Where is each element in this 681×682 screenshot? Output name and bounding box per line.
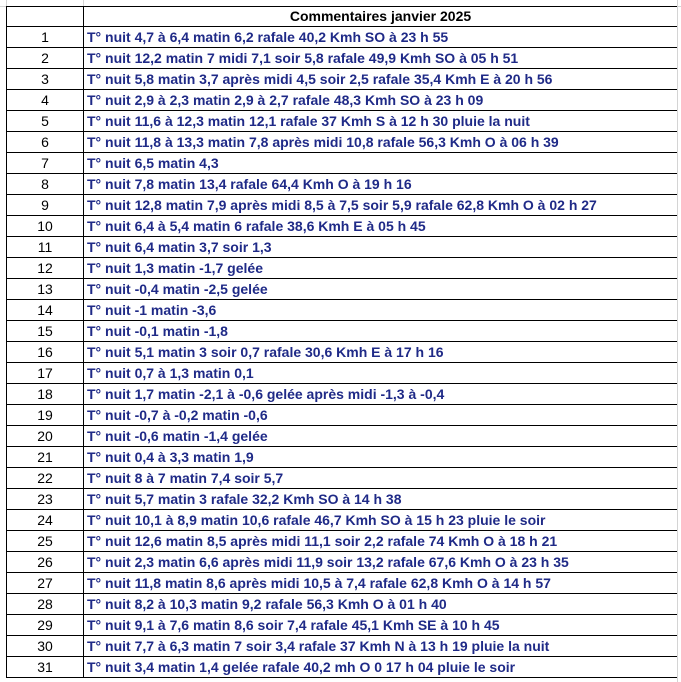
table-row (7, 279, 678, 300)
table-row (7, 321, 678, 342)
table-row (7, 615, 678, 636)
day-number-cell[interactable]: 18 (7, 384, 84, 405)
comment-cell[interactable]: T° nuit 2,9 à 2,3 matin 2,9 à 2,7 rafale 48,3 Kmh SO à 23 h 09 (84, 90, 678, 111)
table-row (7, 531, 678, 552)
table-row (7, 594, 678, 615)
table-row (7, 195, 678, 216)
table-row (7, 468, 678, 489)
table-row (7, 363, 678, 384)
table-row (7, 447, 678, 468)
day-number-cell[interactable]: 16 (7, 342, 84, 363)
table-row (7, 510, 678, 531)
day-number-cell[interactable]: 12 (7, 258, 84, 279)
table-row (7, 405, 678, 426)
day-number-cell[interactable]: 29 (7, 615, 84, 636)
day-number-cell[interactable]: 15 (7, 321, 84, 342)
table-row (7, 342, 678, 363)
table-row (7, 573, 678, 594)
comment-cell[interactable]: T° nuit 1,7 matin -2,1 à -0,6 gelée après midi -1,3 à -0,4 (84, 384, 678, 405)
comment-cell[interactable]: T° nuit 7,7 à 6,3 matin 7 soir 3,4 rafale 37 Kmh N à 13 h 19 pluie la nuit (84, 636, 678, 657)
comment-cell[interactable]: T° nuit 5,7 matin 3 rafale 32,2 Kmh SO à 14 h 38 (84, 489, 678, 510)
comment-cell[interactable]: T° nuit 7,8 matin 13,4 rafale 64,4 Kmh O à 19 h 16 (84, 174, 678, 195)
day-number-cell[interactable]: 17 (7, 363, 84, 384)
table-row (7, 300, 678, 321)
header-row (7, 7, 678, 27)
table-row (7, 90, 678, 111)
header-blank-cell[interactable] (7, 7, 84, 27)
day-number-cell[interactable]: 9 (7, 195, 84, 216)
day-number-cell[interactable]: 27 (7, 573, 84, 594)
day-number-cell[interactable]: 26 (7, 552, 84, 573)
comment-cell[interactable]: T° nuit -0,4 matin -2,5 gelée (84, 279, 678, 300)
day-number-cell[interactable]: 6 (7, 132, 84, 153)
comment-cell[interactable]: T° nuit 12,2 matin 7 midi 7,1 soir 5,8 rafale 49,9 Kmh SO à 05 h 51 (84, 48, 678, 69)
table-row (7, 552, 678, 573)
table-row (7, 636, 678, 657)
table-row (7, 132, 678, 153)
day-number-cell[interactable]: 7 (7, 153, 84, 174)
day-number-cell[interactable]: 24 (7, 510, 84, 531)
table-row (7, 657, 678, 678)
comment-cell[interactable]: T° nuit 12,6 matin 8,5 après midi 11,1 soir 2,2 rafale 74 Kmh O à 18 h 21 (84, 531, 678, 552)
comment-cell[interactable]: T° nuit 11,8 matin 8,6 après midi 10,5 à 7,4 rafale 62,8 Kmh O à 14 h 57 (84, 573, 678, 594)
day-number-cell[interactable]: 19 (7, 405, 84, 426)
table-row (7, 111, 678, 132)
day-number-cell[interactable]: 21 (7, 447, 84, 468)
table-row (7, 489, 678, 510)
day-number-cell[interactable]: 20 (7, 426, 84, 447)
day-number-cell[interactable]: 22 (7, 468, 84, 489)
day-number-cell[interactable]: 14 (7, 300, 84, 321)
day-number-cell[interactable]: 10 (7, 216, 84, 237)
table-row (7, 237, 678, 258)
table-row (7, 258, 678, 279)
comment-cell[interactable]: T° nuit 4,7 à 6,4 matin 6,2 rafale 40,2 Kmh SO à 23 h 55 (84, 27, 678, 48)
day-number-cell[interactable]: 23 (7, 489, 84, 510)
table-row (7, 216, 678, 237)
day-number-cell[interactable]: 28 (7, 594, 84, 615)
comment-cell[interactable]: T° nuit 11,8 à 13,3 matin 7,8 après midi 10,8 rafale 56,3 Kmh O à 06 h 39 (84, 132, 678, 153)
comments-table-body (7, 7, 678, 678)
day-number-cell[interactable]: 8 (7, 174, 84, 195)
table-row (7, 69, 678, 90)
comment-cell[interactable]: T° nuit 1,3 matin -1,7 gelée (84, 258, 678, 279)
comment-cell[interactable]: T° nuit 6,5 matin 4,3 (84, 153, 678, 174)
comment-cell[interactable]: T° nuit 0,7 à 1,3 matin 0,1 (84, 363, 678, 384)
comment-cell[interactable]: T° nuit 5,8 matin 3,7 après midi 4,5 soir 2,5 rafale 35,4 Kmh E à 20 h 56 (84, 69, 678, 90)
comment-cell[interactable]: T° nuit 2,3 matin 6,6 après midi 11,9 soir 13,2 rafale 67,6 Kmh O à 23 h 35 (84, 552, 678, 573)
comment-cell[interactable]: T° nuit 8,2 à 10,3 matin 9,2 rafale 56,3 Kmh O à 01 h 40 (84, 594, 678, 615)
day-number-cell[interactable]: 11 (7, 237, 84, 258)
comment-cell[interactable]: T° nuit -0,7 à -0,2 matin -0,6 (84, 405, 678, 426)
table-row (7, 27, 678, 48)
right-gutter-column (677, 0, 681, 682)
comment-cell[interactable]: T° nuit 11,6 à 12,3 matin 12,1 rafale 37 Kmh S à 12 h 30 pluie la nuit (84, 111, 678, 132)
day-number-cell[interactable]: 31 (7, 657, 84, 678)
comment-cell[interactable]: T° nuit 3,4 matin 1,4 gelée rafale 40,2 mh O 0 17 h 04 pluie le soir (84, 657, 678, 678)
day-number-cell[interactable]: 25 (7, 531, 84, 552)
day-number-cell[interactable]: 5 (7, 111, 84, 132)
table-row (7, 153, 678, 174)
comment-cell[interactable]: T° nuit 12,8 matin 7,9 après midi 8,5 à 7,5 soir 5,9 rafale 62,8 Kmh O à 02 h 27 (84, 195, 678, 216)
day-number-cell[interactable]: 3 (7, 69, 84, 90)
day-number-cell[interactable]: 30 (7, 636, 84, 657)
comment-cell[interactable]: T° nuit 0,4 à 3,3 matin 1,9 (84, 447, 678, 468)
day-number-cell[interactable]: 1 (7, 27, 84, 48)
comment-cell[interactable]: T° nuit 6,4 matin 3,7 soir 1,3 (84, 237, 678, 258)
table-row (7, 48, 678, 69)
header-title-cell[interactable]: Commentaires janvier 2025 (84, 7, 678, 27)
table-row (7, 384, 678, 405)
comment-cell[interactable]: T° nuit 8 à 7 matin 7,4 soir 5,7 (84, 468, 678, 489)
comment-cell[interactable]: T° nuit 10,1 à 8,9 matin 10,6 rafale 46,7 Kmh SO à 15 h 23 pluie le soir (84, 510, 678, 531)
comment-cell[interactable]: T° nuit 6,4 à 5,4 matin 6 rafale 38,6 Kmh E à 05 h 45 (84, 216, 678, 237)
comment-cell[interactable]: T° nuit -0,6 matin -1,4 gelée (84, 426, 678, 447)
day-number-cell[interactable]: 13 (7, 279, 84, 300)
comments-table (6, 6, 678, 678)
comment-cell[interactable]: T° nuit 5,1 matin 3 soir 0,7 rafale 30,6 Kmh E à 17 h 16 (84, 342, 678, 363)
table-row (7, 426, 678, 447)
comment-cell[interactable]: T° nuit 9,1 à 7,6 matin 8,6 soir 7,4 rafale 45,1 Kmh SE à 10 h 45 (84, 615, 678, 636)
day-number-cell[interactable]: 4 (7, 90, 84, 111)
day-number-cell[interactable]: 2 (7, 48, 84, 69)
comment-cell[interactable]: T° nuit -1 matin -3,6 (84, 300, 678, 321)
table-row (7, 174, 678, 195)
comment-cell[interactable]: T° nuit -0,1 matin -1,8 (84, 321, 678, 342)
